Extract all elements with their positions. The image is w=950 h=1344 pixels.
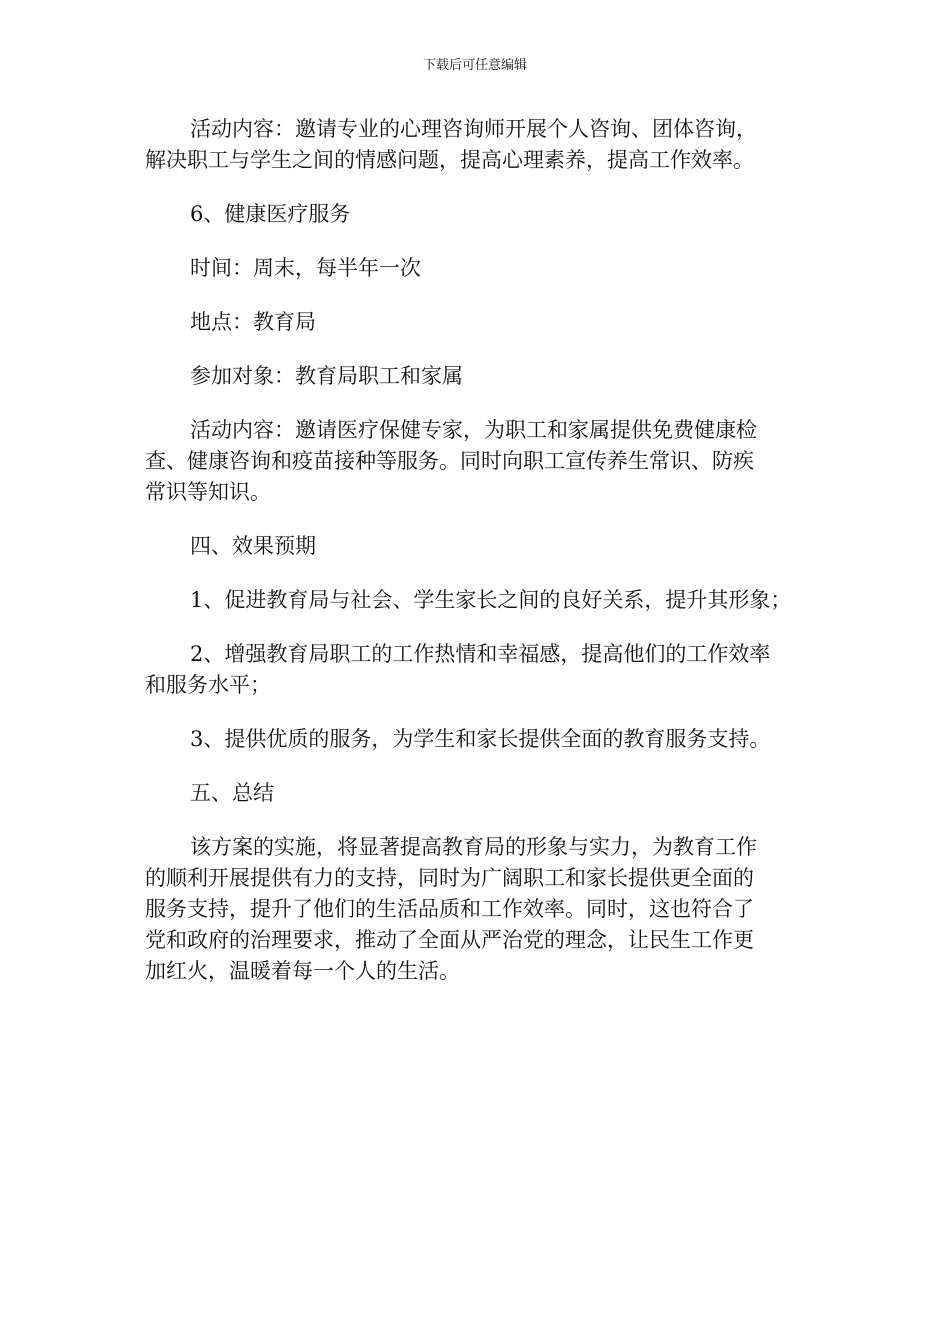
paragraph [145,415,805,508]
paragraph-line: 活动内容：邀请医疗保健专家，为职工和家属提供免费健康检 [190,418,757,442]
paragraph-line: 2、增强教育局职工的工作热情和幸福感，提高他们的工作效率 [190,642,771,666]
paragraph-line: 党和政府的治理要求，推动了全面从严治党的理念，让民生工作更 [145,928,754,952]
paragraph-line: 查、健康咨询和疫苗接种等服务。同时向职工宣传养生常识、防疾 [145,449,754,473]
paragraph-line: 1、促进教育局与社会、学生家长之间的良好关系，提升其形象； [190,588,792,612]
paragraph-line: 服务支持，提升了他们的生活品质和工作效率。同时，这也符合了 [145,897,754,921]
paragraph [145,778,805,809]
paragraph-line: 的顺利开展提供有力的支持，同时为广阔职工和家长提供更全面的 [145,866,754,890]
paragraph-line: 解决职工与学生之间的情感问题，提高心理素养，提高工作效率。 [145,148,754,172]
paragraph [145,832,805,987]
paragraph-line: 该方案的实施，将显著提高教育局的形象与实力，为教育工作 [190,835,757,859]
paragraph [145,253,805,284]
paragraph-line: 6、健康医疗服务 [190,202,351,226]
paragraph-line: 时间：周末，每半年一次 [190,256,421,280]
paragraph-line: 3、提供优质的服务，为学生和家长提供全面的教育服务支持。 [190,727,771,751]
paragraph [145,724,805,755]
paragraph [145,361,805,392]
paragraph [145,199,805,230]
paragraph [145,307,805,338]
paragraph-line: 和服务水平； [145,673,271,697]
paragraph-line: 四、效果预期 [190,534,316,558]
paragraph [145,639,805,701]
paragraph-line: 地点：教育局 [190,310,316,334]
paragraph-line: 常识等知识。 [145,480,271,504]
document-body [145,114,805,1010]
paragraph-line: 活动内容：邀请专业的心理咨询师开展个人咨询、团体咨询， [190,117,757,141]
paragraph-line: 参加对象：教育局职工和家属 [190,364,463,388]
paragraph [145,114,805,176]
paragraph-line: 五、总结 [190,781,274,805]
page-header: 下载后可任意编辑 [422,58,527,73]
paragraph-line: 加红火，温暖着每一个人的生活。 [145,959,460,983]
paragraph [145,585,805,616]
paragraph [145,531,805,562]
